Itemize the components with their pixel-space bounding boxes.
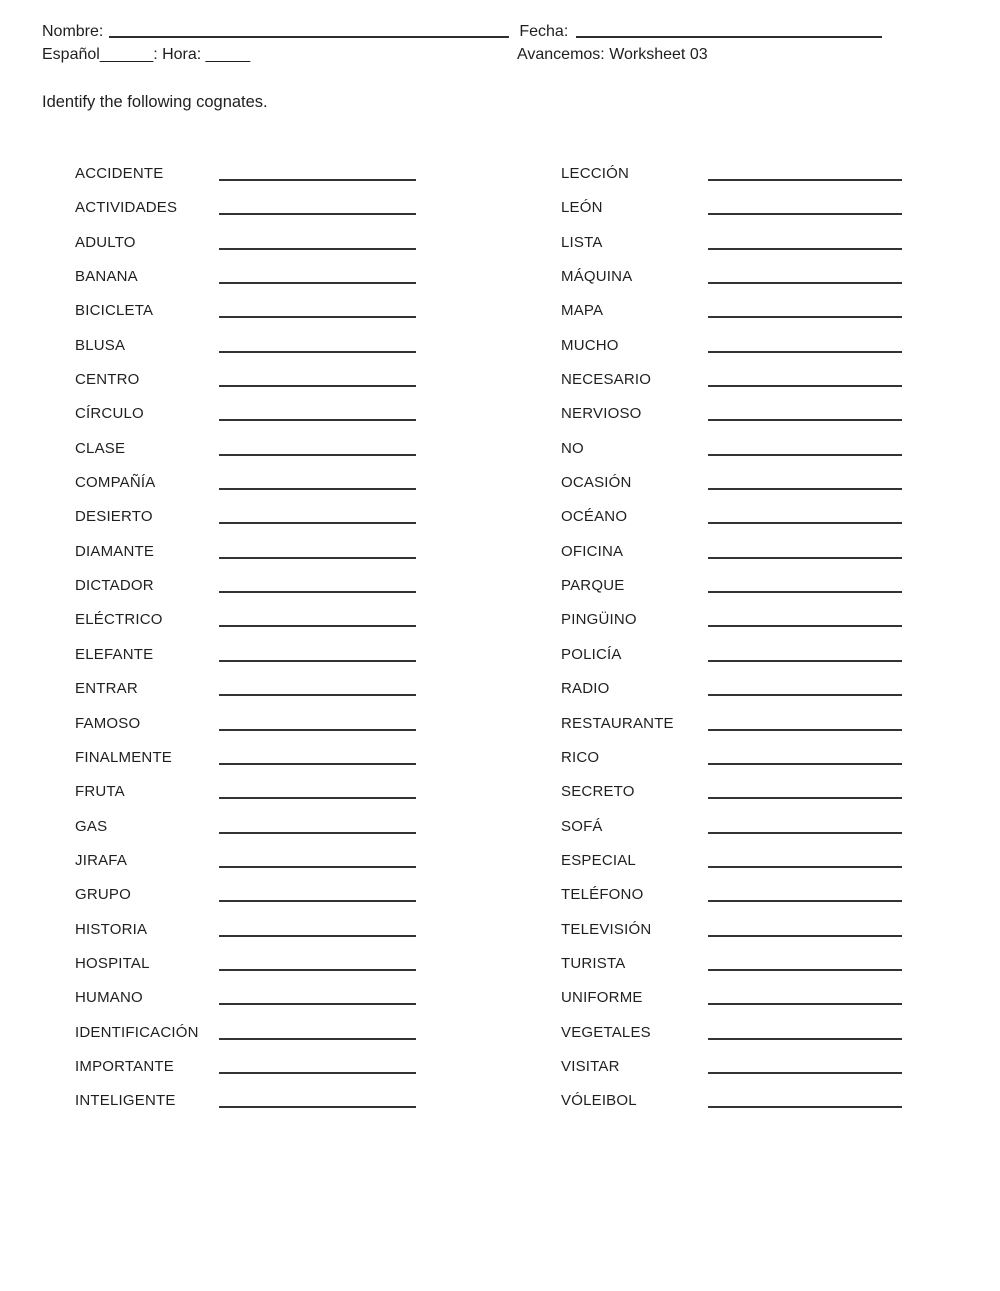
- cognate-row: [561, 638, 902, 672]
- answer-blank-line[interactable]: [708, 929, 902, 937]
- cognate-row: [561, 672, 902, 706]
- cognate-word-label: JIRAFA: [75, 851, 128, 869]
- answer-blank-line[interactable]: [708, 894, 902, 902]
- cognate-word-label: COMPAÑÍA: [75, 474, 156, 492]
- answer-blank-line[interactable]: [708, 963, 902, 971]
- cognate-row: [75, 707, 416, 741]
- cognate-word-label: ACTIVIDADES: [75, 199, 178, 217]
- cognate-word-label: GAS: [75, 817, 108, 835]
- cognate-word-label: TELÉFONO: [561, 886, 644, 904]
- cognate-word-label: BLUSA: [75, 336, 126, 354]
- answer-blank-line[interactable]: [219, 997, 416, 1005]
- cognate-row: [561, 432, 902, 466]
- cognate-word-label: DIAMANTE: [75, 542, 155, 560]
- answer-blank-line[interactable]: [219, 345, 416, 353]
- answer-blank-line[interactable]: [708, 482, 902, 490]
- cognate-row: [75, 844, 416, 878]
- cognate-word-label: SOFÁ: [561, 817, 603, 835]
- cognate-row: [561, 500, 902, 534]
- cognate-row: [75, 913, 416, 947]
- cognate-word-label: CENTRO: [75, 371, 140, 389]
- answer-blank-line[interactable]: [219, 585, 416, 593]
- answer-blank-line[interactable]: [708, 757, 902, 765]
- cognate-word-label: MÁQUINA: [561, 268, 633, 286]
- answer-blank-line[interactable]: [708, 997, 902, 1005]
- header-line-1: [42, 20, 958, 43]
- answer-blank-line[interactable]: [708, 723, 902, 731]
- answer-blank-line[interactable]: [219, 310, 416, 318]
- answer-blank-line[interactable]: [708, 791, 902, 799]
- cognate-row: [561, 810, 902, 844]
- cognate-word-label: VEGETALES: [561, 1023, 651, 1041]
- cognate-row: [561, 466, 902, 500]
- cognate-row: [561, 947, 902, 981]
- answer-blank-line[interactable]: [708, 1066, 902, 1074]
- cognate-row: [561, 569, 902, 603]
- answer-blank-line[interactable]: [708, 1100, 902, 1108]
- cognate-row: [75, 466, 416, 500]
- worksheet-title: Avancemos: Worksheet 03: [517, 46, 708, 63]
- answer-blank-line[interactable]: [708, 688, 902, 696]
- cognate-row: [75, 432, 416, 466]
- answer-blank-line[interactable]: [219, 723, 416, 731]
- cognate-word-label: DESIERTO: [75, 508, 153, 526]
- cognate-row: [75, 775, 416, 809]
- cognate-word-label: HUMANO: [75, 989, 143, 1007]
- answer-blank-line[interactable]: [708, 345, 902, 353]
- cognate-word-label: INTELIGENTE: [75, 1092, 176, 1110]
- answer-blank-line[interactable]: [219, 757, 416, 765]
- cognate-word-label: TURISTA: [561, 954, 626, 972]
- cognate-word-label: OFICINA: [561, 542, 624, 560]
- cognate-row: [75, 810, 416, 844]
- answer-blank-line[interactable]: [219, 1066, 416, 1074]
- answer-blank-line[interactable]: [708, 310, 902, 318]
- cognate-row: [561, 913, 902, 947]
- cognate-word-label: BICICLETA: [75, 302, 154, 320]
- cognate-row: [561, 707, 902, 741]
- answer-blank-line[interactable]: [219, 276, 416, 284]
- cognate-row: [561, 1084, 902, 1118]
- answer-blank-line[interactable]: [708, 276, 902, 284]
- cognate-row: [75, 260, 416, 294]
- cognate-row: [561, 191, 902, 225]
- cognate-word-label: NO: [561, 439, 584, 457]
- cognate-word-label: GRUPO: [75, 886, 132, 904]
- cognate-list: [42, 157, 958, 1119]
- answer-blank-line[interactable]: [708, 379, 902, 387]
- cognate-row: [561, 1016, 902, 1050]
- answer-blank-line[interactable]: [219, 242, 416, 250]
- cognate-word-label: MAPA: [561, 302, 604, 320]
- cognate-word-label: MUCHO: [561, 336, 619, 354]
- header-line-2: [42, 43, 958, 66]
- cognate-row: [75, 569, 416, 603]
- answer-blank-line[interactable]: [219, 963, 416, 971]
- cognate-row: [561, 329, 902, 363]
- cognate-word-label: IMPORTANTE: [75, 1057, 174, 1075]
- cognate-row: [75, 1016, 416, 1050]
- cognate-word-label: PINGÜINO: [561, 611, 637, 629]
- cognate-word-label: RICO: [561, 748, 600, 766]
- answer-blank-line[interactable]: [708, 1032, 902, 1040]
- cognate-word-label: ESPECIAL: [561, 851, 636, 869]
- cognate-row: [561, 1050, 902, 1084]
- cognate-word-label: CLASE: [75, 439, 126, 457]
- answer-blank-line[interactable]: [219, 619, 416, 627]
- cognate-row: [561, 775, 902, 809]
- cognate-row: [561, 844, 902, 878]
- cognate-word-label: LEÓN: [561, 199, 603, 217]
- cognate-word-label: FINALMENTE: [75, 748, 173, 766]
- right-column: [561, 157, 902, 1119]
- answer-blank-line[interactable]: [708, 448, 902, 456]
- cognate-row: [75, 226, 416, 260]
- espanol-hora-label: Español______: Hora: _____: [42, 46, 251, 63]
- cognate-word-label: VISITAR: [561, 1057, 620, 1075]
- answer-blank-line[interactable]: [219, 173, 416, 181]
- cognate-row: [75, 397, 416, 431]
- left-column: [75, 157, 416, 1119]
- cognate-word-label: OCÉANO: [561, 508, 628, 526]
- cognate-row: [75, 1050, 416, 1084]
- answer-blank-line[interactable]: [219, 860, 416, 868]
- cognate-row: [75, 329, 416, 363]
- answer-blank-line[interactable]: [219, 688, 416, 696]
- cognate-word-label: ADULTO: [75, 233, 136, 251]
- answer-blank-line[interactable]: [219, 929, 416, 937]
- answer-blank-line[interactable]: [708, 860, 902, 868]
- cognate-word-label: IDENTIFICACIÓN: [75, 1023, 199, 1041]
- answer-blank-line[interactable]: [708, 413, 902, 421]
- cognate-row: [561, 981, 902, 1015]
- cognate-word-label: POLICÍA: [561, 645, 622, 663]
- cognate-word-label: UNIFORME: [561, 989, 643, 1007]
- cognate-row: [75, 981, 416, 1015]
- cognate-row: [561, 294, 902, 328]
- cognate-row: [75, 157, 416, 191]
- answer-blank-line[interactable]: [708, 516, 902, 524]
- cognate-row: [75, 535, 416, 569]
- cognate-row: [75, 638, 416, 672]
- cognate-row: [75, 500, 416, 534]
- cognate-row: [561, 226, 902, 260]
- cognate-row: [561, 878, 902, 912]
- answer-blank-line[interactable]: [219, 413, 416, 421]
- answer-blank-line[interactable]: [219, 482, 416, 490]
- cognate-word-label: ENTRAR: [75, 680, 138, 698]
- cognate-word-label: LECCIÓN: [561, 165, 630, 182]
- cognate-word-label: BANANA: [75, 268, 138, 286]
- nombre-blank-line[interactable]: [109, 31, 509, 38]
- answer-blank-line[interactable]: [219, 894, 416, 902]
- cognate-row: [561, 603, 902, 637]
- answer-blank-line[interactable]: [708, 826, 902, 834]
- cognate-row: [75, 603, 416, 637]
- answer-blank-line[interactable]: [219, 1100, 416, 1108]
- cognate-row: [561, 363, 902, 397]
- cognate-row: [561, 157, 902, 191]
- fecha-label: Fecha:: [519, 23, 569, 40]
- cognate-row: [75, 741, 416, 775]
- cognate-word-label: CÍRCULO: [75, 405, 144, 423]
- cognate-word-label: LISTA: [561, 233, 603, 251]
- cognate-word-label: FRUTA: [75, 783, 125, 801]
- cognate-row: [75, 363, 416, 397]
- cognate-row: [75, 672, 416, 706]
- cognate-word-label: RADIO: [561, 680, 610, 698]
- answer-blank-line[interactable]: [708, 619, 902, 627]
- cognate-row: [561, 260, 902, 294]
- answer-blank-line[interactable]: [219, 791, 416, 799]
- answer-blank-line[interactable]: [708, 173, 902, 181]
- cognate-row: [75, 947, 416, 981]
- cognate-word-label: DICTADOR: [75, 577, 154, 595]
- cognate-word-label: NECESARIO: [561, 371, 652, 389]
- cognate-word-label: PARQUE: [561, 577, 625, 595]
- cognate-word-label: ACCIDENTE: [75, 165, 164, 182]
- cognate-row: [75, 191, 416, 225]
- fecha-blank-line[interactable]: [576, 31, 882, 38]
- nombre-label: Nombre:: [42, 23, 104, 40]
- answer-blank-line[interactable]: [219, 551, 416, 559]
- cognate-word-label: SECRETO: [561, 783, 635, 801]
- cognate-word-label: HISTORIA: [75, 920, 148, 938]
- answer-blank-line[interactable]: [708, 551, 902, 559]
- answer-blank-line[interactable]: [219, 1032, 416, 1040]
- answer-blank-line[interactable]: [708, 585, 902, 593]
- cognate-row: [75, 1084, 416, 1118]
- instruction-text: Identify the following cognates.: [42, 93, 268, 111]
- cognate-row: [561, 741, 902, 775]
- cognate-word-label: RESTAURANTE: [561, 714, 674, 732]
- cognate-row: [75, 878, 416, 912]
- cognate-word-label: VÓLEIBOL: [561, 1092, 637, 1110]
- answer-blank-line[interactable]: [219, 826, 416, 834]
- cognate-word-label: ELÉCTRICO: [75, 611, 163, 629]
- answer-blank-line[interactable]: [708, 242, 902, 250]
- cognate-word-label: HOSPITAL: [75, 954, 150, 972]
- answer-blank-line[interactable]: [219, 207, 416, 215]
- answer-blank-line[interactable]: [219, 516, 416, 524]
- cognate-row: [561, 397, 902, 431]
- cognate-word-label: OCASIÓN: [561, 474, 632, 492]
- answer-blank-line[interactable]: [219, 379, 416, 387]
- cognate-word-label: NERVIOSO: [561, 405, 642, 423]
- cognate-row: [75, 294, 416, 328]
- answer-blank-line[interactable]: [708, 207, 902, 215]
- answer-blank-line[interactable]: [219, 448, 416, 456]
- cognate-word-label: ELEFANTE: [75, 645, 154, 663]
- answer-blank-line[interactable]: [708, 654, 902, 662]
- answer-blank-line[interactable]: [219, 654, 416, 662]
- cognate-word-label: FAMOSO: [75, 714, 141, 732]
- cognate-row: [561, 535, 902, 569]
- cognate-word-label: TELEVISIÓN: [561, 920, 652, 938]
